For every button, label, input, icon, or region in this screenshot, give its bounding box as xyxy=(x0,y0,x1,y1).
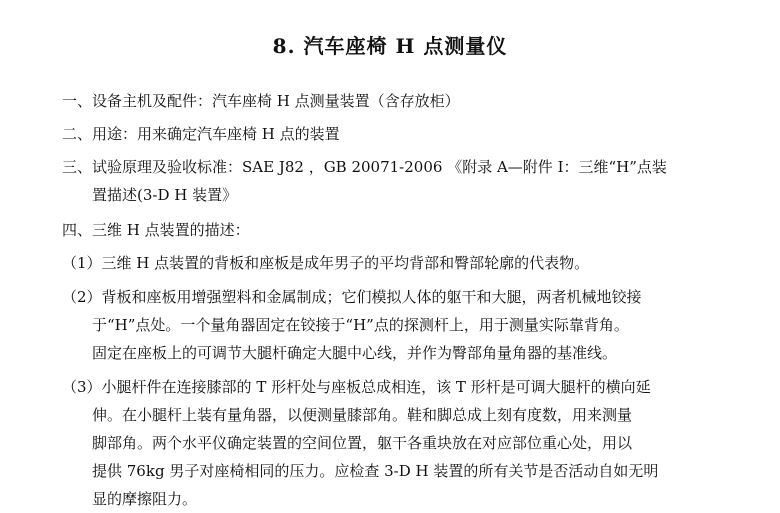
item-3-line-1: （3）小腿杆件在连接膝部的 T 形杆处与座板总成相连，该 T 形杆是可调大腿杆的横向延 xyxy=(62,378,651,396)
item-3-line-4: 提供 76kg 男子对座椅相同的压力。应检查 3-D H 装置的所有关节是否活动自如无明 xyxy=(92,462,659,480)
item-2-line-3: 固定在座板上的可调节大腿杆确定大腿中心线，并作为臀部角量角器的基准线。 xyxy=(92,344,618,362)
item-3-line-5: 显的摩擦阻力。 xyxy=(92,490,198,508)
document-title: 8. 汽车座椅 H 点测量仪 xyxy=(272,34,508,58)
section-4-line: 四、三维 H 点装置的描述： xyxy=(62,221,250,239)
item-2-line-2: 于“H”点处。一个量角器固定在铰接于“H”点的探测杆上，用于测量实际靠背角。 xyxy=(92,316,629,334)
item-3-line-3: 脚部角。两个水平仪确定装置的空间位置，躯干各重块放在对应部位重心处，用以 xyxy=(92,434,633,452)
section-2-line: 二、用途：用来确定汽车座椅 H 点的装置 xyxy=(62,125,340,143)
section-1-line: 一、设备主机及配件：汽车座椅 H 点测量装置（含存放柜） xyxy=(62,92,460,110)
item-2-line-1: （2）背板和座板用增强塑料和金属制成；它们模拟人体的躯干和大腿，两者机械地铰接 xyxy=(62,288,642,306)
item-3-line-2: 伸。在小腿杆上装有量角器，以便测量膝部角。鞋和脚总成上刻有度数，用来测量 xyxy=(92,406,633,424)
section-3-continuation: 置描述(3-D H 装置》 xyxy=(92,186,238,204)
section-3-line: 三、试验原理及验收标准：SAE J82 ，GB 20071-2006 《附录 A—附件 I：三维“H”点装 xyxy=(62,158,667,176)
item-1-line: （1）三维 H 点装置的背板和座板是成年男子的平均背部和臀部轮廓的代表物。 xyxy=(62,254,590,272)
